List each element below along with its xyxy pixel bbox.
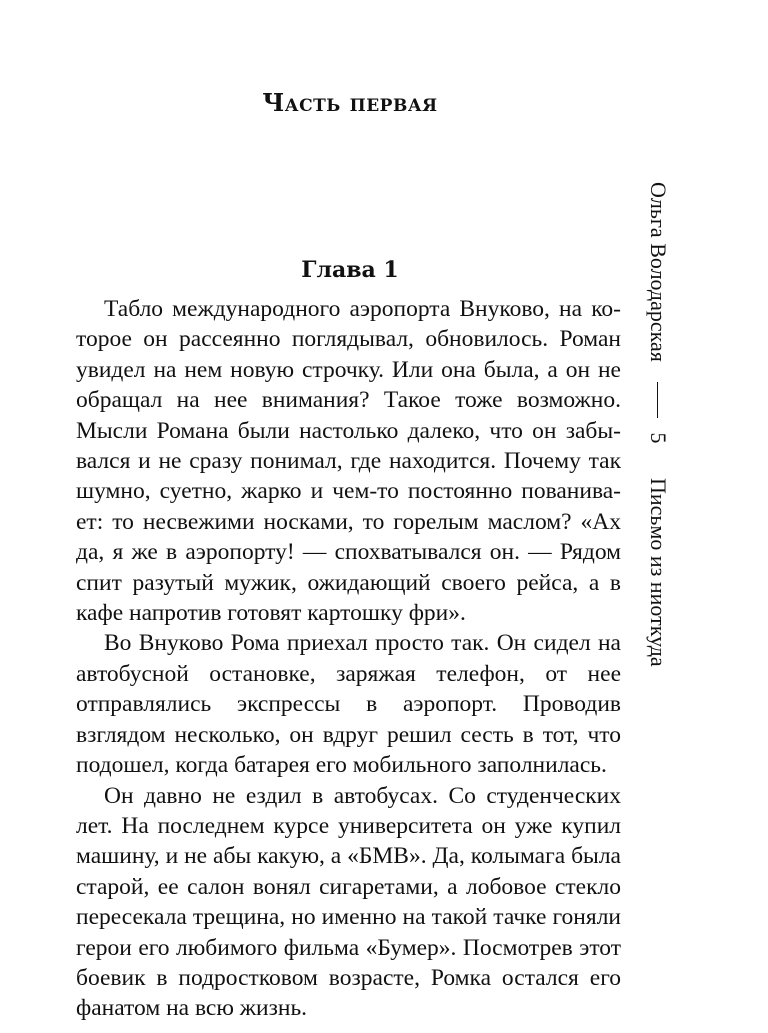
paragraph: Во Внуково Рома приехал просто так. Он сидел на автобусной остановке, заряжая телефон, от нее отправлялись экспрессы в аэропорт. Проводив взглядом несколько, он вдруг решил сесть в тот, что подошел, когда батарея его мобильного заполнилась. — [76, 630, 621, 779]
paragraph: Табло международного аэропорта Внуково, на которое он рассеянно поглядывал, обновилось. Роман увидел на нем новую строчку. Или она была, а он не обращал на нее внимания? Такое тоже возможно. Мысли Романа были настолько далеко, что он забывался и не сразу понимал, где находится. Почему так шумно, суетно, жарко и чем-то постоянно пованивает: то несвежими носками, то горелым маслом? «Ах да, я же в аэропорту! — спохватывался он. — Рядом спит разутый мужик, ожидающий своего рейса, а в кафе напротив готовят картошку фри». — [76, 296, 621, 627]
running-head — [636, 182, 680, 682]
running-head-book-title: Письмо из ниоткуда — [646, 478, 671, 667]
running-head-divider — [658, 382, 659, 418]
part-title: Часть первая — [262, 88, 438, 117]
chapter-title: Глава 1 — [301, 257, 399, 283]
body-text — [76, 294, 621, 1024]
running-head-author: Ольга Володарская — [646, 182, 671, 362]
paragraph: Он давно не ездил в автобусах. Со студенческих лет. На последнем курсе университета он уже купил машину, и не абы какую, а «БМВ». Да, колымага была старой, ее салон вонял сигаретами, а лобовое стекло пересекала трещина, но именно на такой тачке гоняли герои его любимого фильма «Бумер». Посмотрев этот боевик в подростковом возрасте, Ромка остался его фанатом на всю жизнь. — [76, 782, 621, 1022]
page-number: 5 — [646, 432, 671, 444]
